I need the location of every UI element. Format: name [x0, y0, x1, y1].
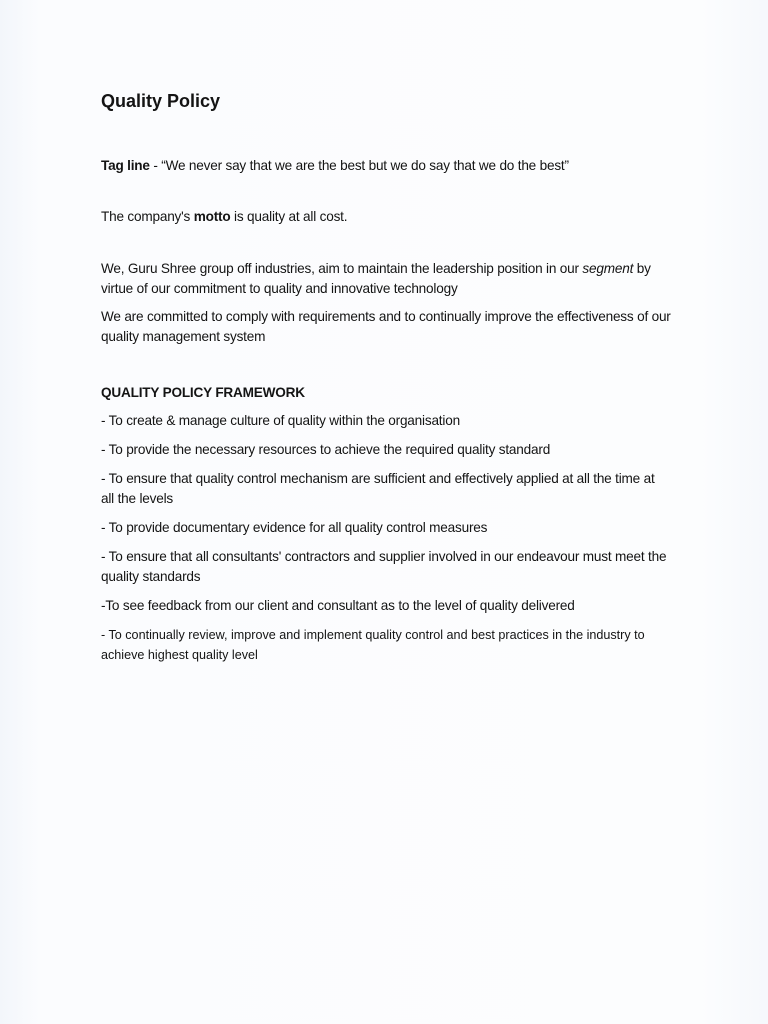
- document-body: [101, 88, 671, 665]
- commitment-statement: We are committed to comply with requirements and to continually improve the effectiveness of our quality management system: [101, 309, 671, 344]
- framework-item: - To provide documentary evidence for all quality control measures: [101, 520, 488, 535]
- framework-item: - To create & manage culture of quality within the organisation: [101, 413, 460, 428]
- framework-item: - To ensure that quality control mechanism are sufficient and effectively applied at all the time at all the levels: [101, 471, 655, 506]
- tagline: [101, 156, 671, 176]
- framework-item: - To ensure that all consultants' contractors and supplier involved in our endeavour must meet the quality standards: [101, 549, 667, 584]
- mission-after: by virtue of our commitment to quality and innovative technology: [101, 261, 651, 296]
- tagline-separator: -: [149, 158, 162, 173]
- framework-heading: QUALITY POLICY FRAMEWORK: [101, 385, 305, 400]
- mission-before: We, Guru Shree group off industries, aim to maintain the leadership position in our: [101, 261, 583, 276]
- framework-item: - To provide the necessary resources to achieve the required quality standard: [101, 442, 551, 457]
- tagline-text: “We never say that we are the best but we do say that we do the best”: [161, 158, 569, 173]
- framework-list: [101, 411, 671, 665]
- framework-item: -To see feedback from our client and consultant as to the level of quality delivered: [101, 598, 575, 613]
- page-title: Quality Policy: [101, 91, 221, 111]
- motto-after: is quality at all cost.: [230, 209, 348, 224]
- tagline-label: Tag line: [101, 158, 150, 173]
- motto-statement: [101, 207, 671, 227]
- motto-keyword: motto: [193, 209, 231, 224]
- framework-item: - To continually review, improve and implement quality control and best practices in the industry to achieve highest quality level: [101, 628, 645, 662]
- mission-italic: segment: [582, 261, 634, 276]
- mission-statement: [101, 259, 671, 299]
- motto-before: The company's: [101, 209, 194, 224]
